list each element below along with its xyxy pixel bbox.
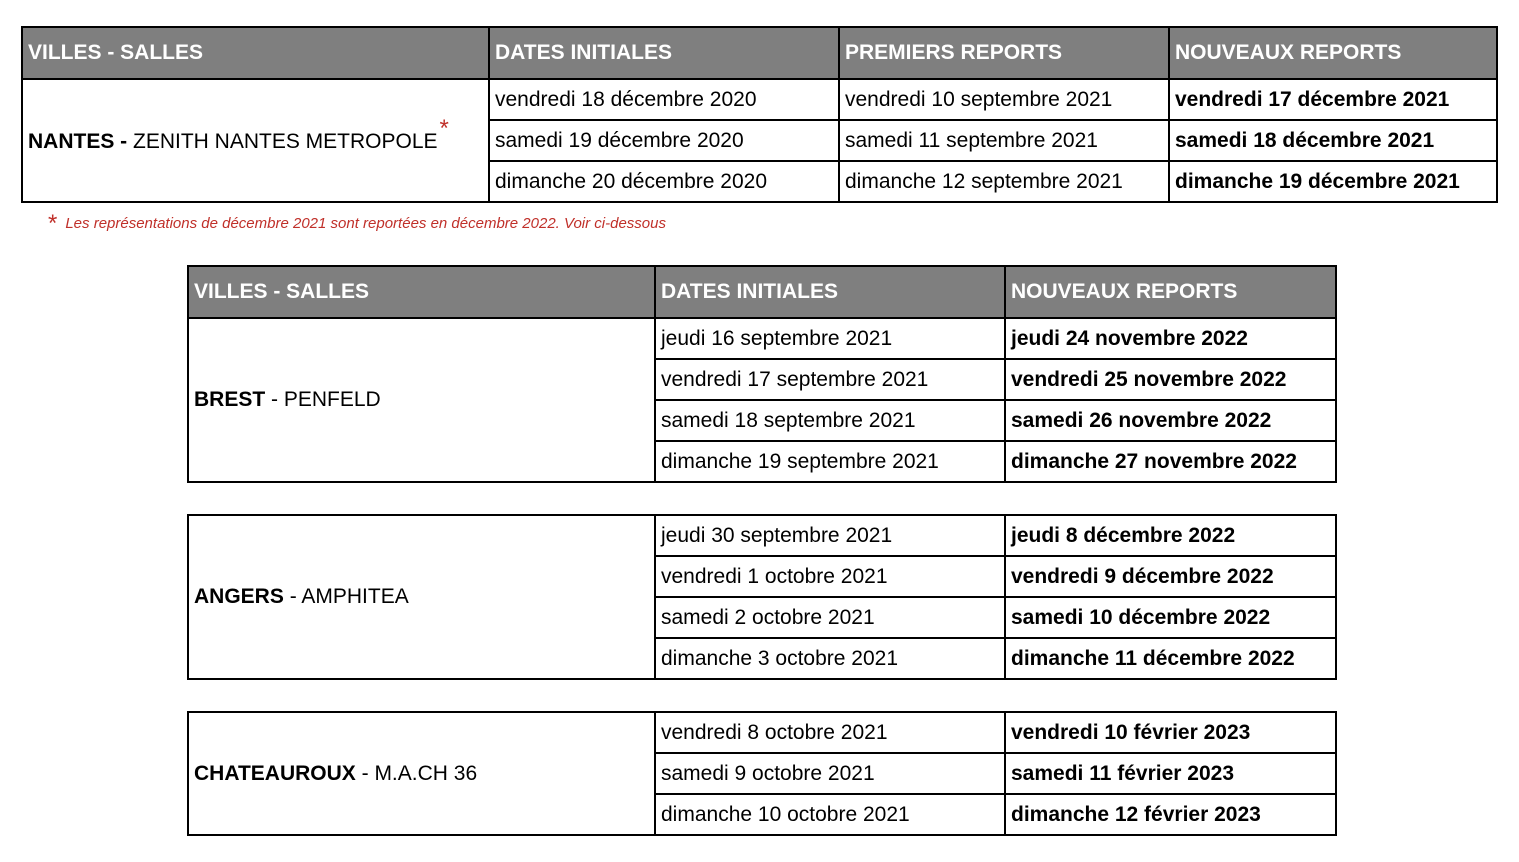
initial-date: samedi 19 décembre 2020 — [489, 120, 839, 161]
venue-cell — [188, 515, 655, 679]
initial-date: samedi 18 septembre 2021 — [655, 400, 1005, 441]
initial-date: dimanche 20 décembre 2020 — [489, 161, 839, 202]
table-row — [188, 712, 1336, 753]
venue-cell — [188, 712, 655, 835]
chateauroux-schedule-table — [187, 711, 1337, 836]
new-report-date: samedi 26 novembre 2022 — [1005, 400, 1336, 441]
initial-date: dimanche 10 octobre 2021 — [655, 794, 1005, 835]
new-report-date: jeudi 8 décembre 2022 — [1005, 515, 1336, 556]
table-row — [188, 318, 1336, 359]
venue-city: CHATEAUROUX — [194, 761, 356, 785]
venue-cell — [22, 79, 489, 202]
initial-date: vendredi 1 octobre 2021 — [655, 556, 1005, 597]
venue-city: NANTES - — [28, 129, 128, 153]
initial-date: samedi 9 octobre 2021 — [655, 753, 1005, 794]
asterisk-mark: * — [439, 114, 449, 142]
venue-cell — [188, 318, 655, 482]
nantes-schedule-table — [21, 26, 1498, 203]
new-report-date: samedi 18 décembre 2021 — [1169, 120, 1497, 161]
initial-date: dimanche 19 septembre 2021 — [655, 441, 1005, 482]
first-report-date: samedi 11 septembre 2021 — [839, 120, 1169, 161]
new-report-date: vendredi 10 février 2023 — [1005, 712, 1336, 753]
new-report-date: dimanche 27 novembre 2022 — [1005, 441, 1336, 482]
initial-date: samedi 2 octobre 2021 — [655, 597, 1005, 638]
footnote-text: Les représentations de décembre 2021 sont reportées en décembre 2022. Voir ci-dessous — [65, 215, 666, 232]
table-header-row — [188, 266, 1336, 318]
header-nouveaux-reports: NOUVEAUX REPORTS — [1169, 27, 1497, 79]
venue-hall: - PENFELD — [265, 388, 381, 411]
footnote — [48, 207, 666, 235]
first-report-date: dimanche 12 septembre 2021 — [839, 161, 1169, 202]
new-report-date: samedi 11 février 2023 — [1005, 753, 1336, 794]
initial-date: jeudi 30 septembre 2021 — [655, 515, 1005, 556]
new-report-date: vendredi 17 décembre 2021 — [1169, 79, 1497, 120]
new-report-date: vendredi 25 novembre 2022 — [1005, 359, 1336, 400]
new-report-date: dimanche 11 décembre 2022 — [1005, 638, 1336, 679]
initial-date: jeudi 16 septembre 2021 — [655, 318, 1005, 359]
venue-hall: - M.A.CH 36 — [355, 761, 478, 785]
venue-hall: - AMPHITEA — [283, 585, 409, 608]
new-report-date: samedi 10 décembre 2022 — [1005, 597, 1336, 638]
new-report-date: dimanche 12 février 2023 — [1005, 794, 1336, 835]
initial-date: dimanche 3 octobre 2021 — [655, 638, 1005, 679]
header-villes-salles: VILLES - SALLES — [188, 266, 655, 318]
header-dates-initiales: DATES INITIALES — [489, 27, 839, 79]
initial-date: vendredi 17 septembre 2021 — [655, 359, 1005, 400]
angers-schedule-table — [187, 514, 1337, 680]
table-header-row — [22, 27, 1497, 79]
first-report-date: vendredi 10 septembre 2021 — [839, 79, 1169, 120]
header-villes-salles: VILLES - SALLES — [22, 27, 489, 79]
new-report-date: vendredi 9 décembre 2022 — [1005, 556, 1336, 597]
header-nouveaux-reports: NOUVEAUX REPORTS — [1005, 266, 1336, 318]
initial-date: vendredi 18 décembre 2020 — [489, 79, 839, 120]
brest-schedule-table — [187, 265, 1337, 483]
venue-city: BREST — [194, 388, 266, 411]
initial-date: vendredi 8 octobre 2021 — [655, 712, 1005, 753]
header-dates-initiales: DATES INITIALES — [655, 266, 1005, 318]
header-premiers-reports: PREMIERS REPORTS — [839, 27, 1169, 79]
new-report-date: dimanche 19 décembre 2021 — [1169, 161, 1497, 202]
table-row — [188, 515, 1336, 556]
footnote-asterisk: * — [48, 210, 58, 237]
table-row — [22, 79, 1497, 120]
new-report-date: jeudi 24 novembre 2022 — [1005, 318, 1336, 359]
venue-city: ANGERS — [194, 585, 284, 608]
venue-hall: ZENITH NANTES METROPOLE — [127, 129, 438, 153]
